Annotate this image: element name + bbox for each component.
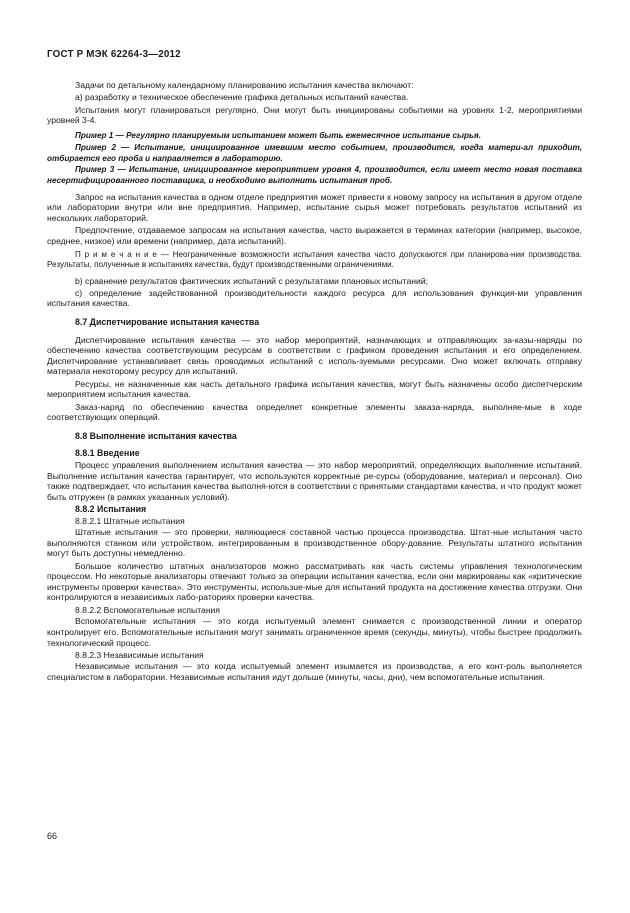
subsection-heading-8-8-2: 8.8.2 Испытания: [75, 504, 147, 515]
page-number: 66: [47, 831, 58, 841]
list-item-c: c) определение задействованной производительности каждого ресурса для использования функция-ми управления испытания качества.: [47, 287, 582, 309]
paragraph: Запрос на испытания качества в одном отделе предприятия может привести к новому запросу на испытания в другом отделе или лаборатории внутри или вне предприятия. Например, испытание сырья может потребовать результатов испытаний из нескольких лабораторий.: [47, 191, 582, 223]
paragraph: Большое количество штатных анализаторов можно рассматривать как часть системы управления технологическим процессом. Но некоторые анализаторы отвечают только за операции испытания качества, если они маркированы как «критические инструменты проверки качества». Это инструменты, использue-мые для испытаний продукта на достижение качества отгрузки. Они контролируются в независимых лабо-раториях проверки качества.: [47, 560, 582, 603]
list-item-a: а) разработку и техническое обеспечение графика детальных испытаний качества.: [75, 92, 409, 103]
paragraph: Процесс управления выполнением испытания качества — это набор мероприятий, определяющих выполнение испытаний. Выполнение испытания качества гарантирует, что используются корректные ре-сурсы (оборудование, материал и персонал). Оно также подтверждает, что испытания качества выполня-ются в соответствии с принятыми стандартами качества, и что продукт может быть отгружен (в рамках указанных условий).: [47, 459, 582, 502]
list-item-b: b) сравнение результатов фактических испытаний с результатами плановых испытаний;: [75, 275, 429, 286]
example-2: Пример 2 — Испытание, инициированное имевшим место событием, производится, когда матери-ал приходит, отбирается его проба и направляется в лабораторию.: [47, 143, 582, 163]
section-heading-8-7: 8.7 Диспетчирование испытания качества: [75, 317, 260, 328]
subsubsection-heading-8-8-2-1: 8.8.2.1 Штатные испытания: [75, 515, 185, 526]
paragraph: Диспетчирование испытания качества — это набор мероприятий, назначающих и отправляющих за-казы-наряды по обеспечению качества соответствующим ресурсам в соответствии с графиком проведения испытания и его определением. Диспетчирование устанавливает связь проводимых испытаний с исполь-зуемыми ресурсами. Оно может включать отправку материала некоторому ресурсу для испытаний.: [47, 334, 582, 377]
paragraph: Ресурсы, не назначенные как часть детального графика испытания качества, могут быть назначены особо диспетчерским мероприятием испытания качества.: [47, 378, 582, 400]
paragraph: Заказ-наряд по обеспечению качества определяет конкретные элементы заказа-наряда, выполняе-мые в ходе соответствующих операций.: [47, 401, 582, 423]
note-text: — Неограниченные возможности испытания качества часто допускаются при планирова-нии производства. Результаты, полученные в испытаниях качества, будут производственными ограничениями.: [47, 250, 582, 270]
paragraph: Штатные испытания — это проверки, являющиеся составной частью процесса производства. Штат-ные испытания часто выполняются станком или устройством, интегрированным в производственное обору-дование. Результаты штатного испытания могут быть доступны немедленно.: [47, 527, 582, 559]
note: [47, 250, 582, 270]
paragraph: Задачи по детальному календарному планированию испытания качества включают:: [75, 80, 414, 90]
document-header: ГОСТ Р МЭК 62264-3—2012: [47, 49, 181, 60]
subsubsection-heading-8-8-2-2: 8.8.2.2 Вспомогательные испытания: [75, 604, 221, 615]
document-body: [47, 80, 582, 684]
note-label: П р и м е ч а н и е: [75, 250, 157, 260]
paragraph: Предпочтение, отдаваемое запросам на испытания качества, часто выражается в терминах категории (например, высокое, среднее, низкое) или времени (например, дата испытаний).: [47, 224, 582, 246]
paragraph: Испытания могут планироваться регулярно. Они могут быть инициированы событиями на уровнях 1-2, мероприятиями уровней 3-4.: [47, 104, 582, 126]
section-heading-8-8: 8.8 Выполнение испытания качества: [75, 430, 237, 441]
example-1: Пример 1 — Регулярно планируемым испытанием может быть ежемесячное испытание сырья.: [75, 131, 482, 141]
paragraph: Независимые испытания — это когда испытуемый элемент изымается из производства, а его конт-роль выполняется специалистом в лаборатории. Независимые испытания идут дольше (минуты, часы, дни), чем вспомогательные испытания.: [47, 661, 582, 682]
paragraph: Вспомогательные испытания — это когда испытуемый элемент снимается с производственной линии и оператор контролирует его. Вспомогательные испытания могут занимать ограниченное время (секунды, минуты), чтобы быстрее продолжить технологический процесс.: [47, 616, 582, 648]
example-3: Пример 3 — Испытание, инициированное мероприятием уровня 4, производится, если имеет место новая поставка несертифицированного поставщика, и необходимо выполнить испытания проб.: [47, 165, 582, 185]
subsection-heading-8-8-1: 8.8.1 Введение: [75, 448, 140, 459]
subsubsection-heading-8-8-2-3: 8.8.2.3 Независимые испытания: [75, 649, 204, 660]
